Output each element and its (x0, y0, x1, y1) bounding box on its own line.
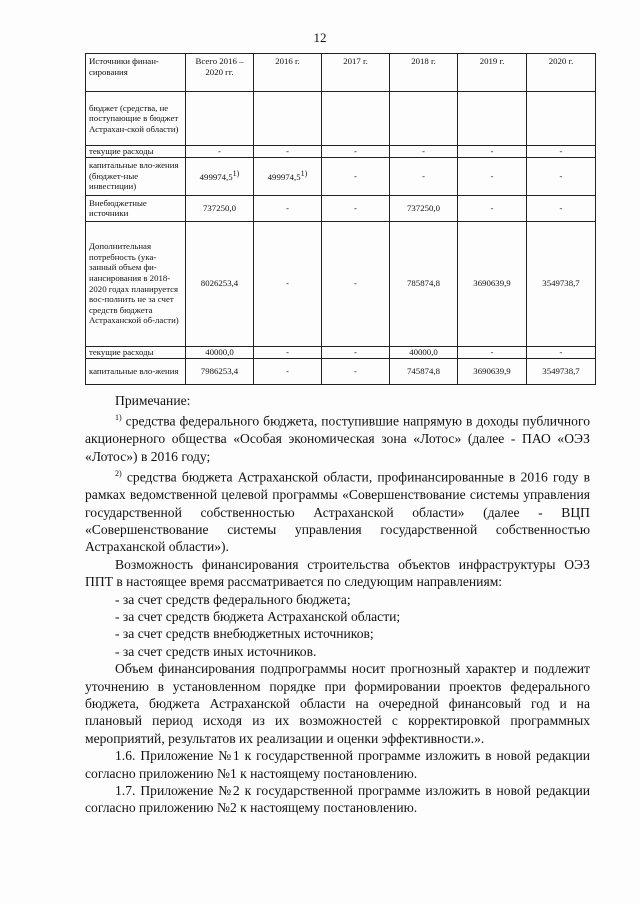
table-cell (390, 92, 458, 146)
table-cell: - (322, 221, 390, 346)
footnote-text: средства федерального бюджета, поступившие напрямую в доходы публичного акционерного общества «Особая экономическая зона «Лотос» (далее - ПАО «ОЭЗ «Лотос») в 2016 году; (85, 413, 590, 464)
table-cell: 745874,8 (390, 358, 458, 384)
table-cell (186, 157, 254, 195)
row-label: капитальные вло-жения (86, 358, 186, 384)
table-cell (254, 157, 322, 195)
header-cell: Источники финан-сирования (86, 54, 186, 92)
row-label: бюджет (средства, не поступающие в бюджет Астрахан-ской области) (86, 92, 186, 146)
table-cell: - (322, 346, 390, 358)
footnote-mark: 1) (115, 413, 122, 423)
table-cell: 7986253,4 (186, 358, 254, 384)
footnote-text: средства бюджета Астраханской области, профинансированные в 2016 году в рамках ведомственной целевой программы «Совершенствование системы управления государственной собственностью Астраханской области» (далее - ВЦП «Совершенствование системы управления государственной собственностью Астраханской области»). (85, 469, 590, 555)
table-row (86, 346, 596, 358)
table-cell: - (322, 157, 390, 195)
table-row (86, 92, 596, 146)
table-cell: - (254, 346, 322, 358)
footnote-mark: 2) (115, 469, 122, 479)
list-item: - за счет средств иных источников. (115, 643, 317, 659)
table-cell: - (254, 221, 322, 346)
header-cell: 2018 г. (390, 54, 458, 92)
list-item: - за счет средств федерального бюджета; (115, 591, 351, 607)
table-cell: - (458, 195, 527, 221)
table-cell: - (322, 195, 390, 221)
table-cell: - (527, 146, 596, 158)
paragraph: Возможность финансирования строительства объектов инфраструктуры ОЭЗ ППТ в настоящее время рассматривается по следующим направлениям: (85, 556, 590, 590)
table-cell: - (527, 195, 596, 221)
table-cell: 3690639,9 (458, 358, 527, 384)
header-cell: 2016 г. (254, 54, 322, 92)
table-cell: - (254, 195, 322, 221)
table-cell: 8026253,4 (186, 221, 254, 346)
table-cell: - (527, 157, 596, 195)
footnote-2 (85, 465, 590, 556)
table-cell (186, 92, 254, 146)
table-cell (458, 92, 527, 146)
footnote-mark: 1) (232, 169, 240, 179)
paragraph: 1.7. Приложение №2 к государственной программе изложить в новой редакции согласно приложению №2 к настоящему постановлению. (85, 783, 590, 816)
table-cell (322, 92, 390, 146)
table-cell: - (390, 157, 458, 195)
financing-table (85, 53, 596, 385)
table-row (86, 195, 596, 221)
list-item: - за счет средств бюджета Астраханской области; (115, 608, 401, 624)
table-cell: 40000,0 (390, 346, 458, 358)
table-cell: - (254, 358, 322, 384)
table-cell: 3549738,7 (527, 358, 596, 384)
row-label: текущие расходы (86, 346, 186, 358)
row-label: капитальные вло-жения (бюджет-ные инвестиции) (86, 157, 186, 195)
footnote-mark: 1) (300, 169, 308, 179)
table-header-row (86, 54, 596, 92)
table-cell: 40000,0 (186, 346, 254, 358)
row-label: текущие расходы (86, 146, 186, 158)
list-item: - за счет средств внебюджетных источников; (115, 626, 374, 642)
note-heading: Примечание: (115, 393, 191, 408)
table-cell: 3549738,7 (527, 221, 596, 346)
body-text (85, 392, 590, 817)
page-number: 12 (313, 30, 327, 45)
row-label: Дополнительная потребность (ука-занный объем фи-нансирования в 2018-2020 годах планируется вос-полнить не за счет средств бюджета Астраханской об-ласти) (86, 221, 186, 346)
table-cell: - (527, 346, 596, 358)
table-cell: - (322, 146, 390, 158)
table-cell: - (322, 358, 390, 384)
table-cell: 785874,8 (390, 221, 458, 346)
footnote-1 (85, 409, 590, 465)
paragraph: Объем финансирования подпрограммы носит прогнозный характер и подлежит уточнению в установленном порядке при формировании проектов федерального бюджета, бюджета Астраханской области на очередной финансовый год и на плановый период исходя из их возможностей с корректировкой программных мероприятий, результатов их реализации и оценки эффективности.». (85, 661, 590, 746)
table-cell: - (458, 346, 527, 358)
header-cell: Всего 2016 – 2020 гг. (186, 54, 254, 92)
table-row (86, 157, 596, 195)
table-cell: - (458, 157, 527, 195)
header-cell: 2017 г. (322, 54, 390, 92)
table-row (86, 221, 596, 346)
cell-value: 499974,5 (267, 172, 301, 183)
table-cell: - (254, 146, 322, 158)
header-cell: 2020 г. (527, 54, 596, 92)
cell-value: 499974,5 (199, 172, 233, 183)
table-cell: - (390, 146, 458, 158)
row-label: Внебюджетные источники (86, 195, 186, 221)
table-cell: 737250,0 (186, 195, 254, 221)
table-cell (527, 92, 596, 146)
table-cell: 3690639,9 (458, 221, 527, 346)
table-cell: - (186, 146, 254, 158)
table-row (86, 358, 596, 384)
paragraph: 1.6. Приложение №1 к государственной программе изложить в новой редакции согласно приложению №1 к настоящему постановлению. (85, 748, 590, 781)
table-cell (254, 92, 322, 146)
table-cell: 737250,0 (390, 195, 458, 221)
table-row (86, 146, 596, 158)
header-cell: 2019 г. (458, 54, 527, 92)
table-cell: - (458, 146, 527, 158)
